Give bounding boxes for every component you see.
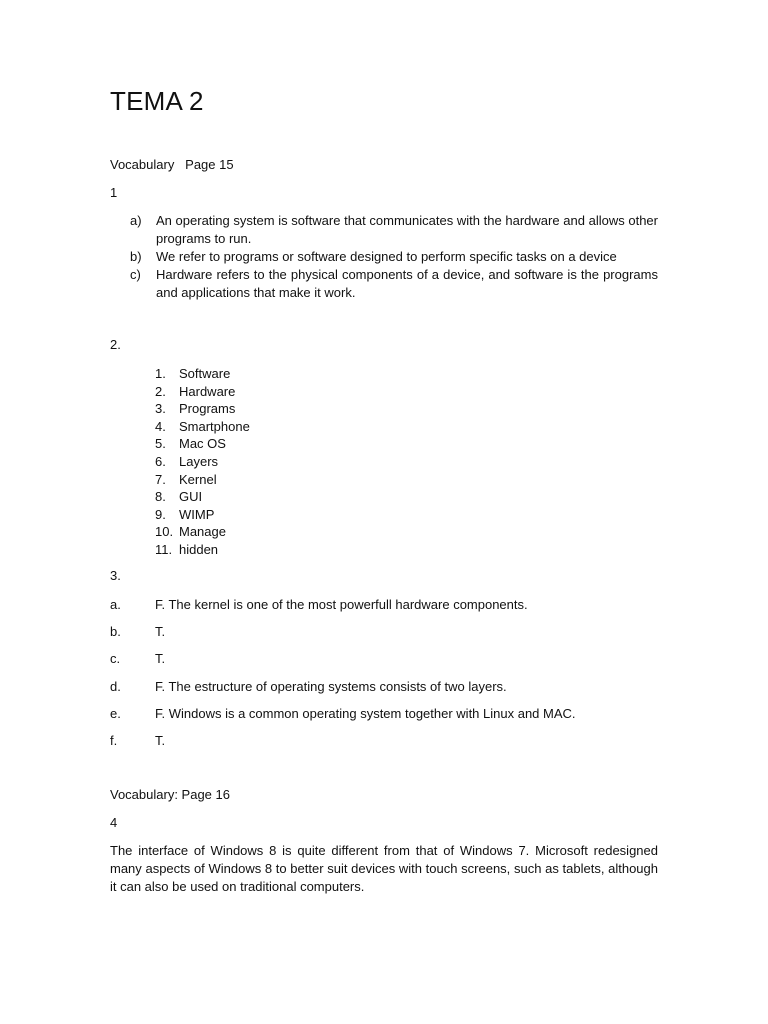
list-item-text: F. The kernel is one of the most powerfull hardware components. <box>155 597 528 612</box>
list-marker: 8. <box>155 489 166 505</box>
list-item <box>155 453 250 471</box>
list-item-text: Mac OS <box>179 436 226 452</box>
list-marker: 1. <box>155 366 166 381</box>
list-item-text: Layers <box>179 453 219 469</box>
list-item <box>130 248 658 266</box>
list-item-text: Software <box>179 366 231 381</box>
list-marker: 7. <box>155 471 166 487</box>
list-item-text: Kernel <box>179 471 217 487</box>
list-item-text: We refer to programs or software designed to perform specific tasks on a device <box>156 249 617 264</box>
list-item-text: T. <box>155 733 166 748</box>
list-marker: 4. <box>155 418 166 434</box>
list-marker: c. <box>110 651 121 666</box>
list-item <box>155 365 250 383</box>
list-item <box>155 418 250 436</box>
list-item <box>155 435 250 453</box>
list-item <box>155 471 250 489</box>
list-item <box>155 488 250 506</box>
true-false-row <box>110 678 507 696</box>
section-heading-page-16: Vocabulary: Page 16 <box>110 787 230 802</box>
section-heading-page-15: Vocabulary Page 15 <box>110 157 234 172</box>
list-marker: 3. <box>155 401 166 417</box>
list-marker: 5. <box>155 436 166 452</box>
list-item-text: Programs <box>179 401 236 417</box>
list-item <box>155 523 250 541</box>
list-item <box>130 212 658 248</box>
list-marker: 6. <box>155 453 166 469</box>
list-item-text: T. <box>155 624 166 639</box>
list-item-text: Hardware <box>179 383 236 399</box>
list-marker: 10. <box>155 524 174 540</box>
list-marker: c) <box>130 267 141 282</box>
list-item-text: Hardware refers to the physical components of a device, and software is the programs and applications that make it work. <box>156 267 658 300</box>
list-marker: 9. <box>155 506 166 522</box>
list-marker: a) <box>130 213 142 228</box>
question-4-answer: The interface of Windows 8 is quite different from that of Windows 7. Microsoft redesigned many aspects of Windows 8 to better suit devices with touch screens, such as tablets, although it can also be used on traditional computers. <box>110 843 658 894</box>
list-marker: b. <box>110 624 121 639</box>
list-item <box>155 541 250 559</box>
list-item <box>155 506 250 524</box>
list-item-text: WIMP <box>179 506 215 522</box>
list-marker: 2. <box>155 383 166 399</box>
true-false-row <box>110 705 576 723</box>
question-1-label: 1 <box>110 185 118 200</box>
list-item-text: T. <box>155 651 166 666</box>
list-marker: a. <box>110 597 121 612</box>
list-item <box>155 383 250 401</box>
question-3-label: 3. <box>110 568 121 583</box>
true-false-row <box>110 596 528 614</box>
list-item-text: F. Windows is a common operating system together with Linux and MAC. <box>155 706 576 721</box>
list-item <box>155 400 250 418</box>
list-item-text: Smartphone <box>179 418 250 434</box>
list-marker: b) <box>130 249 142 264</box>
question-2-answers <box>155 365 250 559</box>
true-false-row <box>110 623 165 641</box>
question-4-label: 4 <box>110 815 118 830</box>
list-marker: f. <box>110 733 118 748</box>
list-marker: e. <box>110 706 121 721</box>
question-1-answers <box>130 212 658 302</box>
list-item-text: F. The estructure of operating systems consists of two layers. <box>155 679 507 694</box>
question-2-label: 2. <box>110 337 121 352</box>
list-item-text: hidden <box>179 541 219 557</box>
true-false-row <box>110 650 165 668</box>
list-marker: 11. <box>155 541 173 557</box>
true-false-row <box>110 732 165 750</box>
list-item-text: An operating system is software that communicates with the hardware and allows other programs to run. <box>156 213 658 246</box>
page-title: TEMA 2 <box>110 86 204 116</box>
list-item-text: Manage <box>179 524 226 540</box>
list-item <box>130 266 658 302</box>
list-marker: d. <box>110 679 121 694</box>
list-item-text: GUI <box>179 489 203 505</box>
